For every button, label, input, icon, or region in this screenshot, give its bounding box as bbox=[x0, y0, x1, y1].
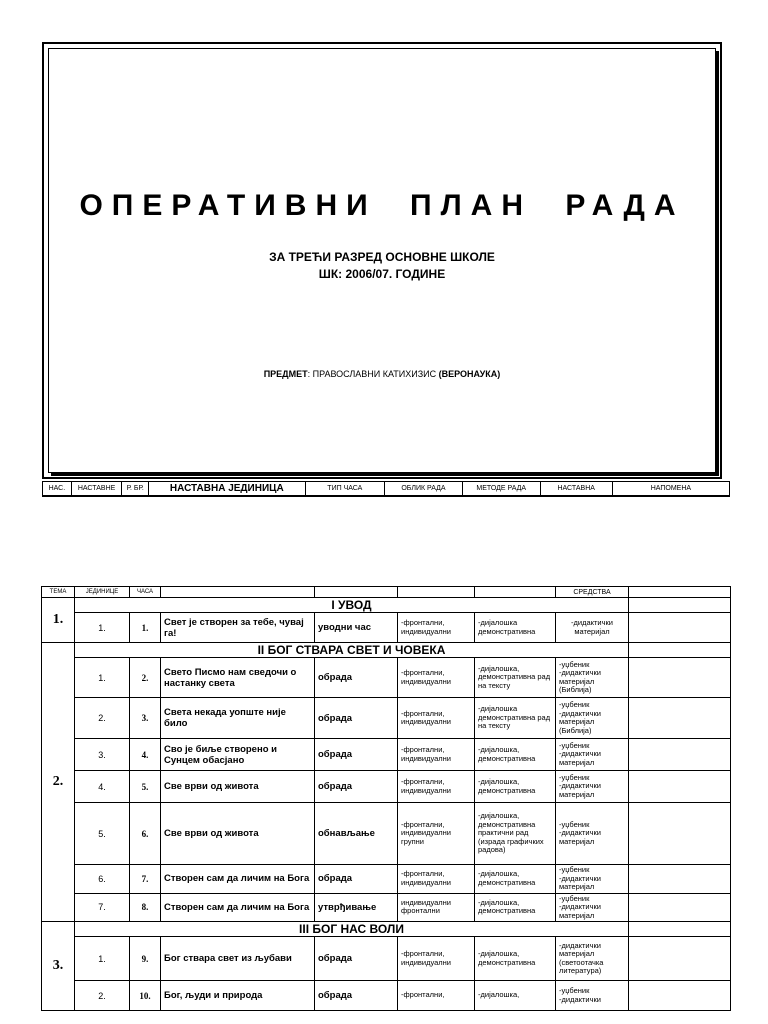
work-methods: -дијалошка, bbox=[475, 981, 556, 1011]
unit-index: 2. bbox=[75, 981, 130, 1011]
grade-subtitle: ЗА ТРЕЋИ РАЗРЕД ОСНОВНЕ ШКОЛЕ bbox=[269, 250, 495, 264]
work-form: -фронтални, индивидуални bbox=[398, 613, 475, 643]
school-year: ШК: 2006/07. ГОДИНЕ bbox=[318, 267, 446, 281]
work-methods: -дијалошка, демонстративна рад на тексту bbox=[475, 658, 556, 698]
section-row bbox=[42, 643, 731, 658]
teaching-materials: -уџбеник -дидактички материјал bbox=[556, 893, 629, 922]
note-cell bbox=[629, 771, 731, 803]
note-cell bbox=[629, 698, 731, 739]
table-header-cell bbox=[161, 587, 315, 598]
table-header-cell: СРЕДСТВА bbox=[556, 587, 629, 598]
header-cell: МЕТОДЕ РАДА bbox=[462, 482, 540, 496]
note-cell bbox=[629, 803, 731, 865]
title-page-inner-frame bbox=[48, 48, 716, 473]
table-row bbox=[42, 698, 731, 739]
lesson-title: Створен сам да личим на Бога bbox=[161, 893, 315, 922]
table-row bbox=[42, 613, 731, 643]
empty-cell bbox=[629, 598, 731, 613]
empty-cell bbox=[629, 643, 731, 658]
table-row bbox=[42, 771, 731, 803]
lesson-type: обрада bbox=[315, 771, 398, 803]
lesson-title: Бог, људи и природа bbox=[161, 981, 315, 1011]
work-methods: -дијалошка демонстративна рад на тексту bbox=[475, 698, 556, 739]
header-cell: НАСТАВНЕ bbox=[71, 482, 122, 496]
header-cell: НАСТАВНА bbox=[540, 482, 612, 496]
work-methods: -дијалошка, демонстративна bbox=[475, 893, 556, 922]
teaching-materials: -уџбеник -дидактички материјал bbox=[556, 739, 629, 771]
note-cell bbox=[629, 865, 731, 894]
lesson-number: 4. bbox=[130, 739, 161, 771]
note-cell bbox=[629, 893, 731, 922]
subject-line bbox=[49, 369, 715, 379]
header-cell: Р. БР. bbox=[122, 482, 149, 496]
work-form: -фронтални, индивидуални bbox=[398, 658, 475, 698]
table-header-row bbox=[42, 587, 731, 598]
teaching-materials: -дидактички материјал (светоотачка литература) bbox=[556, 937, 629, 981]
lesson-type: обрада bbox=[315, 658, 398, 698]
unit-index: 1. bbox=[75, 613, 130, 643]
unit-index: 3. bbox=[75, 739, 130, 771]
lesson-number: 7. bbox=[130, 865, 161, 894]
header-cell: НАС. bbox=[43, 482, 72, 496]
lesson-number: 1. bbox=[130, 613, 161, 643]
lesson-type: уводни час bbox=[315, 613, 398, 643]
lesson-title: Сво је биље створено и Сунцем обасјано bbox=[161, 739, 315, 771]
work-form: -фронтални, индивидуални bbox=[398, 865, 475, 894]
note-cell bbox=[629, 613, 731, 643]
teaching-materials: -дидактички материјал bbox=[556, 613, 629, 643]
table-row bbox=[42, 865, 731, 894]
theme-number: 3. bbox=[42, 922, 75, 1011]
work-form: -фронтални, индивидуални групни bbox=[398, 803, 475, 865]
header-cell: ТИП ЧАСА bbox=[305, 482, 385, 496]
work-form: -фронтални, bbox=[398, 981, 475, 1011]
unit-index: 1. bbox=[75, 937, 130, 981]
subject-note: (ВЕРОНАУКА) bbox=[438, 369, 501, 379]
work-form: -фронтални, индивидуални bbox=[398, 698, 475, 739]
lesson-type: обрада bbox=[315, 698, 398, 739]
header-cell: ОБЛИК РАДА bbox=[385, 482, 463, 496]
empty-cell bbox=[629, 922, 731, 937]
theme-number: 2. bbox=[42, 643, 75, 922]
unit-index: 5. bbox=[75, 803, 130, 865]
table-header-cell: ЈЕДИНИЦЕ bbox=[75, 587, 130, 598]
table-header-cell: ТЕМА bbox=[42, 587, 75, 598]
work-methods: -дијалошка демонстративна bbox=[475, 613, 556, 643]
teaching-materials: -уџбеник -дидактички материјал bbox=[556, 803, 629, 865]
lesson-type: утврђивање bbox=[315, 893, 398, 922]
work-form: -фронтални, индивидуални bbox=[398, 771, 475, 803]
unit-index: 4. bbox=[75, 771, 130, 803]
lesson-number: 9. bbox=[130, 937, 161, 981]
lesson-title: Свет је створен за тебе, чувај га! bbox=[161, 613, 315, 643]
teaching-materials: -уџбеник -дидактички материјал (Библија) bbox=[556, 698, 629, 739]
lesson-title: Створен сам да личим на Бога bbox=[161, 865, 315, 894]
theme-number: 1. bbox=[42, 598, 75, 643]
work-methods: -дијалошка, демонстративна bbox=[475, 739, 556, 771]
table-row bbox=[42, 739, 731, 771]
lesson-title: Бог ствара свет из љубави bbox=[161, 937, 315, 981]
work-form: индивидуални фронтални bbox=[398, 893, 475, 922]
teaching-materials: -уџбеник -дидактички bbox=[556, 981, 629, 1011]
note-cell bbox=[629, 739, 731, 771]
work-methods: -дијалошка, демонстративна bbox=[475, 865, 556, 894]
lesson-number: 5. bbox=[130, 771, 161, 803]
unit-index: 7. bbox=[75, 893, 130, 922]
lesson-number: 10. bbox=[130, 981, 161, 1011]
teaching-materials: -уџбеник -дидактички материјал bbox=[556, 865, 629, 894]
lesson-type: обрада bbox=[315, 865, 398, 894]
note-cell bbox=[629, 981, 731, 1011]
table-header-cell bbox=[398, 587, 475, 598]
table-header-cell bbox=[315, 587, 398, 598]
section-title: I УВОД bbox=[75, 598, 629, 613]
work-methods: -дијалошка, демонстративна bbox=[475, 937, 556, 981]
table-row bbox=[42, 937, 731, 981]
table-header-cell: ЧАСА bbox=[130, 587, 161, 598]
header-cell: НАПОМЕНА bbox=[612, 482, 729, 496]
header-cell: НАСТАВНА ЈЕДИНИЦА bbox=[149, 482, 306, 496]
lesson-number: 3. bbox=[130, 698, 161, 739]
teaching-materials: -уџбеник -дидактички материјал bbox=[556, 771, 629, 803]
plan-table bbox=[41, 586, 731, 1011]
lesson-type: обрада bbox=[315, 981, 398, 1011]
document-title: ОПЕРАТИВНИ ПЛАН РАДА bbox=[79, 189, 685, 222]
table-row bbox=[42, 658, 731, 698]
note-cell bbox=[629, 937, 731, 981]
title-page-frame bbox=[42, 42, 722, 479]
unit-index: 6. bbox=[75, 865, 130, 894]
lesson-type: обрада bbox=[315, 739, 398, 771]
lesson-title: Света некада уопште није било bbox=[161, 698, 315, 739]
lesson-number: 6. bbox=[130, 803, 161, 865]
lesson-number: 8. bbox=[130, 893, 161, 922]
work-methods: -дијалошка, демонстративна практични рад (израда графичких радова) bbox=[475, 803, 556, 865]
lesson-number: 2. bbox=[130, 658, 161, 698]
note-cell bbox=[629, 658, 731, 698]
lesson-type: обнављање bbox=[315, 803, 398, 865]
table-row bbox=[42, 981, 731, 1011]
subject-name: : ПРАВОСЛАВНИ КАТИХИЗИС bbox=[307, 369, 439, 379]
lesson-title: Свето Писмо нам сведочи о настанку света bbox=[161, 658, 315, 698]
work-methods: -дијалошка, демонстративна bbox=[475, 771, 556, 803]
section-title: II БОГ СТВАРА СВЕТ И ЧОВЕКА bbox=[75, 643, 629, 658]
column-header-row bbox=[42, 481, 730, 496]
section-title: III БОГ НАС ВОЛИ bbox=[75, 922, 629, 937]
work-form: -фронтални, индивидуални bbox=[398, 739, 475, 771]
table-header-cell bbox=[475, 587, 556, 598]
lesson-title: Све врви од живота bbox=[161, 771, 315, 803]
work-form: -фронтални, индивидуални bbox=[398, 937, 475, 981]
table-row bbox=[42, 803, 731, 865]
table-header-cell bbox=[629, 587, 731, 598]
section-row bbox=[42, 598, 731, 613]
unit-index: 2. bbox=[75, 698, 130, 739]
section-row bbox=[42, 922, 731, 937]
table-row bbox=[42, 893, 731, 922]
subject-label: ПРЕДМЕТ bbox=[263, 369, 308, 379]
unit-index: 1. bbox=[75, 658, 130, 698]
lesson-title: Све врви од живота bbox=[161, 803, 315, 865]
lesson-type: обрада bbox=[315, 937, 398, 981]
teaching-materials: -уџбеник -дидактички материјал (Библија) bbox=[556, 658, 629, 698]
